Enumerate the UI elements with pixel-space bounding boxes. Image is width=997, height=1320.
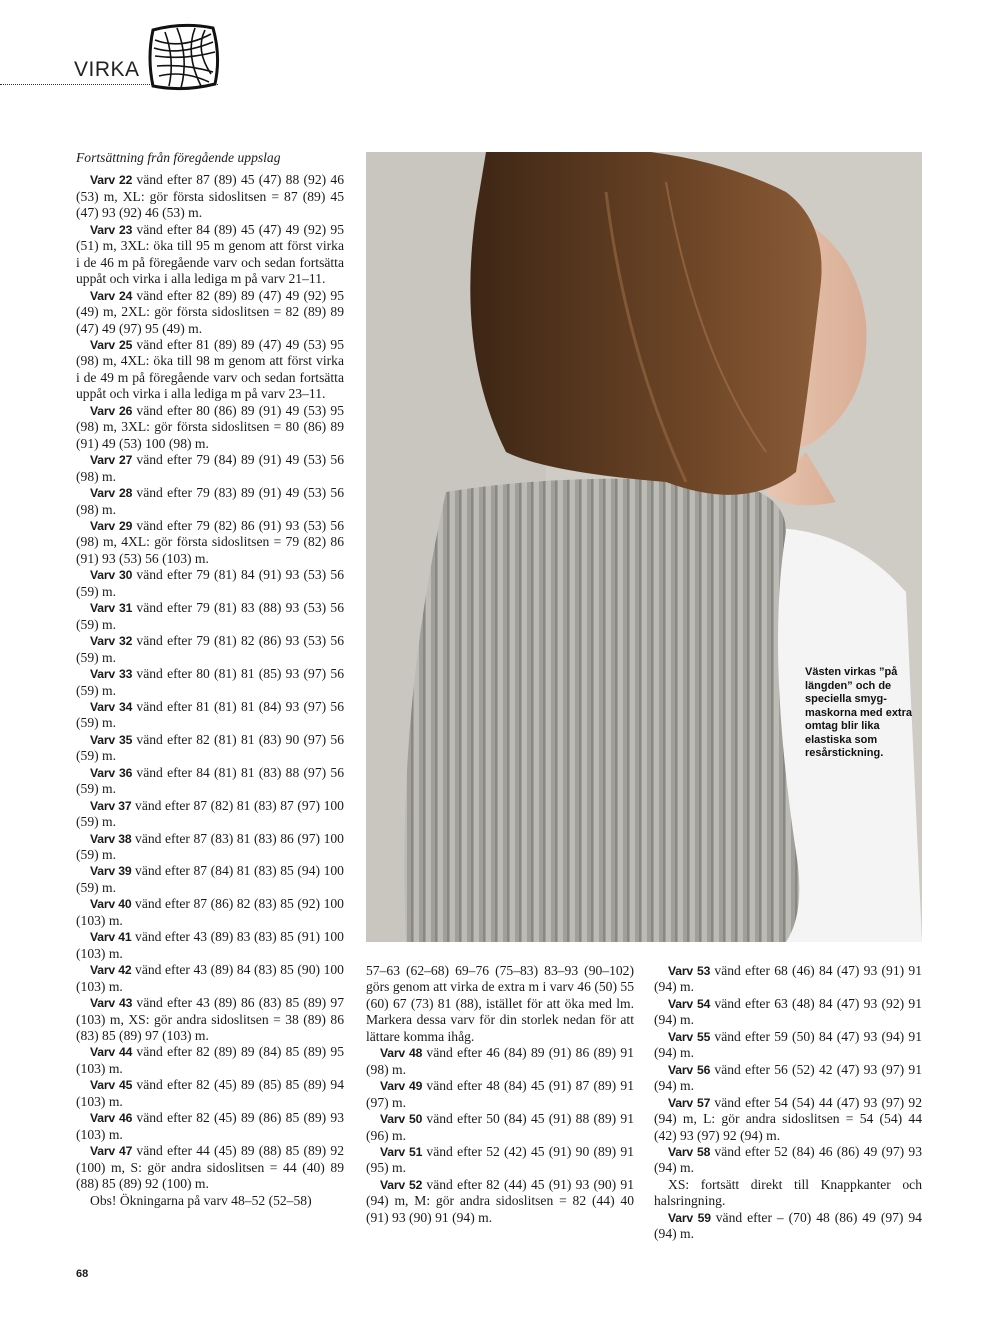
photo-caption: Västen virkas ”på längden” och de speciella smygmaskorna med extra omtag blir lika elastiska som resårstickning.: [805, 666, 912, 759]
row-text: vänd efter 87 (82) 81 (83) 87 (97) 100 (59) m.: [76, 797, 344, 830]
row-label: Varv 52: [380, 1177, 423, 1192]
row-label: Varv 33: [90, 667, 133, 682]
row-instruction: [366, 1045, 634, 1078]
vest-back-illustration: [366, 152, 922, 942]
row-label: Varv 45: [90, 1078, 133, 1093]
row-instruction: [76, 452, 344, 485]
row-text: vänd efter 84 (89) 45 (47) 49 (92) 95 (51) m, 3XL: öka till 95 m genom att först virka i de 46 m på föregående varv och sedan fortsätta uppåt och virka i alla lediga m på varv 21–11.: [76, 221, 344, 287]
row-text: vänd efter 68 (46) 84 (47) 93 (91) 91 (94) m.: [654, 963, 922, 995]
row-instruction: [76, 337, 344, 403]
row-text: vänd efter 87 (84) 81 (83) 85 (94) 100 (59) m.: [76, 863, 344, 895]
row-text: vänd efter 43 (89) 83 (83) 85 (91) 100 (103) m.: [76, 929, 344, 961]
row-label: Varv 50: [380, 1112, 423, 1127]
row-text: vänd efter 48 (84) 45 (91) 87 (89) 91 (97) m.: [366, 1078, 634, 1110]
row-label: Varv 44: [90, 1045, 133, 1060]
row-label: Varv 57: [668, 1095, 711, 1110]
row-text: vänd efter 79 (81) 82 (86) 93 (53) 56 (59) m.: [76, 633, 344, 665]
row-instruction: [654, 963, 922, 996]
row-text: vänd efter 79 (81) 83 (88) 93 (53) 56 (59) m.: [76, 600, 344, 632]
model-photo: [366, 152, 922, 942]
yarn-ball-icon: [145, 20, 221, 92]
row-instruction: [76, 699, 344, 732]
row-text: vänd efter 87 (86) 82 (83) 85 (92) 100 (103) m.: [76, 896, 344, 928]
row-label: Varv 39: [90, 864, 132, 879]
continuation-note: Fortsättning från föregående uppslag: [76, 150, 281, 165]
row-text: vänd efter 43 (89) 84 (83) 85 (90) 100 (103) m.: [76, 962, 344, 994]
row-instruction: [76, 831, 344, 864]
row-instruction: [76, 1143, 344, 1192]
row-instruction: [76, 1044, 344, 1077]
row-text: vänd efter 80 (81) 81 (85) 93 (97) 56 (59) m.: [76, 666, 344, 698]
row-text: vänd efter 82 (89) 89 (47) 49 (92) 95 (49) m, 2XL: gör första sidoslitsen = 82 (89) 89 (47) 49 (97) 95 (49) m.: [76, 287, 344, 336]
row-text: vänd efter 82 (81) 81 (83) 90 (97) 56 (59) m.: [76, 731, 344, 764]
row-instruction: [654, 1210, 922, 1243]
row-instruction: [76, 1110, 344, 1143]
row-text: vänd efter 87 (89) 45 (47) 88 (92) 46 (53) m, XL: gör första sidoslitsen = 87 (89) 45 (47) 93 (92) 46 (53) m.: [76, 172, 344, 221]
row-label: Varv 41: [90, 930, 132, 945]
row-label: Varv 22: [90, 173, 133, 188]
row-label: Varv 47: [90, 1144, 133, 1159]
left-text-column: [76, 150, 344, 1209]
row-instruction: [76, 403, 344, 452]
row-text: vänd efter 87 (83) 81 (83) 86 (97) 100 (59) m.: [76, 830, 344, 863]
row-instruction: [76, 633, 344, 666]
row-instruction: [76, 666, 344, 699]
row-text: vänd efter 82 (45) 89 (86) 85 (89) 93 (103) m.: [76, 1110, 344, 1142]
row-instruction: [76, 222, 344, 288]
row-text: vänd efter 82 (89) 89 (84) 85 (89) 95 (103) m.: [76, 1044, 344, 1076]
row-text: vänd efter 54 (54) 44 (47) 93 (97) 92 (94) m, L: gör andra sidoslitsen = 54 (54) 44 (42) 93 (97) 92 (94) m.: [654, 1094, 922, 1143]
section-label: VIRKA: [74, 58, 140, 81]
row-label: Varv 37: [90, 798, 132, 813]
row-label: Varv 32: [90, 634, 133, 649]
row-label: Varv 53: [668, 964, 711, 978]
row-label: Varv 26: [90, 403, 133, 418]
row-label: Varv 24: [90, 288, 133, 303]
row-label: Varv 34: [90, 699, 133, 714]
row-label: Varv 27: [90, 453, 133, 468]
row-label: Varv 54: [668, 996, 711, 1011]
row-label: Varv 31: [90, 601, 133, 616]
row-text: vänd efter 79 (83) 89 (91) 49 (53) 56 (98) m.: [76, 485, 344, 517]
row-instruction: [76, 1077, 344, 1110]
row-text: vänd efter 44 (45) 89 (88) 85 (89) 92 (100) m, S: gör andra sidoslitsen = 44 (40) 89 (88) 85 (89) 92 (100) m.: [76, 1143, 344, 1192]
row-text: vänd efter 79 (84) 89 (91) 49 (53) 56 (98) m.: [76, 452, 344, 484]
row-instruction: [76, 896, 344, 929]
row-instruction: [76, 567, 344, 600]
row-text: vänd efter 82 (44) 45 (91) 93 (90) 91 (94) m, M: gör andra sidoslitsen = 82 (44) 40 (91) 93 (90) 91 (94) m.: [366, 1176, 634, 1225]
row-instruction: [76, 172, 344, 221]
row-label: Varv 25: [90, 337, 133, 352]
increase-note: Obs! Ökningarna på varv 48–52 (52–58): [90, 1192, 312, 1208]
row-text: vänd efter 52 (84) 46 (86) 49 (97) 93 (94) m.: [654, 1143, 922, 1176]
row-label: Varv 40: [90, 897, 132, 912]
row-instruction: [654, 1029, 922, 1062]
row-label: Varv 56: [668, 1062, 711, 1077]
row-text: vänd efter 63 (48) 84 (47) 93 (92) 91 (94) m.: [654, 995, 922, 1028]
row-instruction: [76, 962, 344, 995]
row-label: Varv 30: [90, 568, 133, 583]
row-instruction: [76, 732, 344, 765]
continuation-text: 57–63 (62–68) 69–76 (75–83) 83–93 (90–102) görs genom att virka de extra m i varv 46 (50) 55 (60) 67 (73) 81 (88), istället för att öka med lm. Markera dessa varv för din storlek nedan för att lättare komma ihåg.: [366, 963, 634, 1044]
xs-instruction: XS: fortsätt direkt till Knappkanter och halsringning.: [654, 1176, 922, 1209]
row-instruction: [654, 1144, 922, 1177]
row-instruction: [76, 929, 344, 962]
row-label: Varv 42: [90, 963, 132, 978]
row-instruction: [366, 1078, 634, 1111]
row-instruction: [76, 518, 344, 567]
row-label: Varv 46: [90, 1111, 133, 1126]
row-text: vänd efter 84 (81) 81 (83) 88 (97) 56 (59) m.: [76, 764, 344, 797]
row-instruction: [76, 765, 344, 798]
row-label: Varv 38: [90, 831, 132, 846]
row-instruction: [76, 995, 344, 1044]
row-text: vänd efter 81 (81) 81 (84) 93 (97) 56 (59) m.: [76, 698, 344, 731]
row-text: vänd efter 56 (52) 42 (47) 93 (97) 91 (94) m.: [654, 1061, 922, 1094]
page-number: 68: [76, 1268, 89, 1280]
row-text: vänd efter – (70) 48 (86) 49 (97) 94 (94) m.: [654, 1209, 922, 1242]
row-label: Varv 36: [90, 765, 133, 780]
row-label: Varv 48: [380, 1046, 423, 1061]
row-label: Varv 49: [380, 1079, 423, 1094]
row-label: Varv 51: [380, 1144, 423, 1159]
row-label: Varv 58: [668, 1144, 711, 1159]
row-text: vänd efter 59 (50) 84 (47) 93 (94) 91 (94) m.: [654, 1028, 922, 1061]
row-label: Varv 35: [90, 732, 133, 747]
row-text: vänd efter 82 (45) 89 (85) 85 (89) 94 (103) m.: [76, 1077, 344, 1109]
row-instruction: [76, 863, 344, 896]
row-label: Varv 29: [90, 518, 133, 533]
row-text: vänd efter 80 (86) 89 (91) 49 (53) 95 (98) m, 3XL: gör första sidoslitsen = 80 (86) 89 (91) 49 (53) 100 (98) m.: [76, 402, 344, 451]
row-text: vänd efter 46 (84) 89 (91) 86 (89) 91 (98) m.: [366, 1045, 634, 1077]
row-text: vänd efter 43 (89) 86 (83) 85 (89) 97 (103) m, XS: gör andra sidoslitsen = 38 (89) 86 (83) 85 (89) 97 (103) m.: [76, 995, 344, 1044]
row-instruction: [76, 798, 344, 831]
row-instruction: [76, 600, 344, 633]
row-label: Varv 59: [668, 1210, 711, 1225]
row-label: Varv 55: [668, 1029, 711, 1044]
row-instruction: [366, 1177, 634, 1226]
row-instruction: [654, 1062, 922, 1095]
row-instruction: [76, 485, 344, 518]
middle-text-column: [366, 963, 634, 1226]
row-instruction: [654, 996, 922, 1029]
row-text: vänd efter 81 (89) 89 (47) 49 (53) 95 (98) m, 4XL: öka till 98 m genom att först virka i de 49 m på föregående varv och sedan fortsätta uppåt och virka i alla lediga m på varv 23–11.: [76, 336, 344, 402]
row-label: Varv 43: [90, 996, 133, 1011]
right-text-column: [654, 963, 922, 1243]
row-label: Varv 23: [90, 222, 133, 237]
row-instruction: [366, 1111, 634, 1144]
row-text: vänd efter 50 (84) 45 (91) 88 (89) 91 (96) m.: [366, 1111, 634, 1143]
row-instruction: [654, 1095, 922, 1144]
row-instruction: [76, 288, 344, 337]
row-text: vänd efter 79 (81) 84 (91) 93 (53) 56 (59) m.: [76, 567, 344, 599]
row-text: vänd efter 52 (42) 45 (91) 90 (89) 91 (95) m.: [366, 1143, 634, 1176]
row-instruction: [366, 1144, 634, 1177]
row-text: vänd efter 79 (82) 86 (91) 93 (53) 56 (98) m, 4XL: gör första sidoslitsen = 79 (82) 86 (91) 93 (53) 56 (103) m.: [76, 517, 344, 566]
row-label: Varv 28: [90, 486, 133, 501]
